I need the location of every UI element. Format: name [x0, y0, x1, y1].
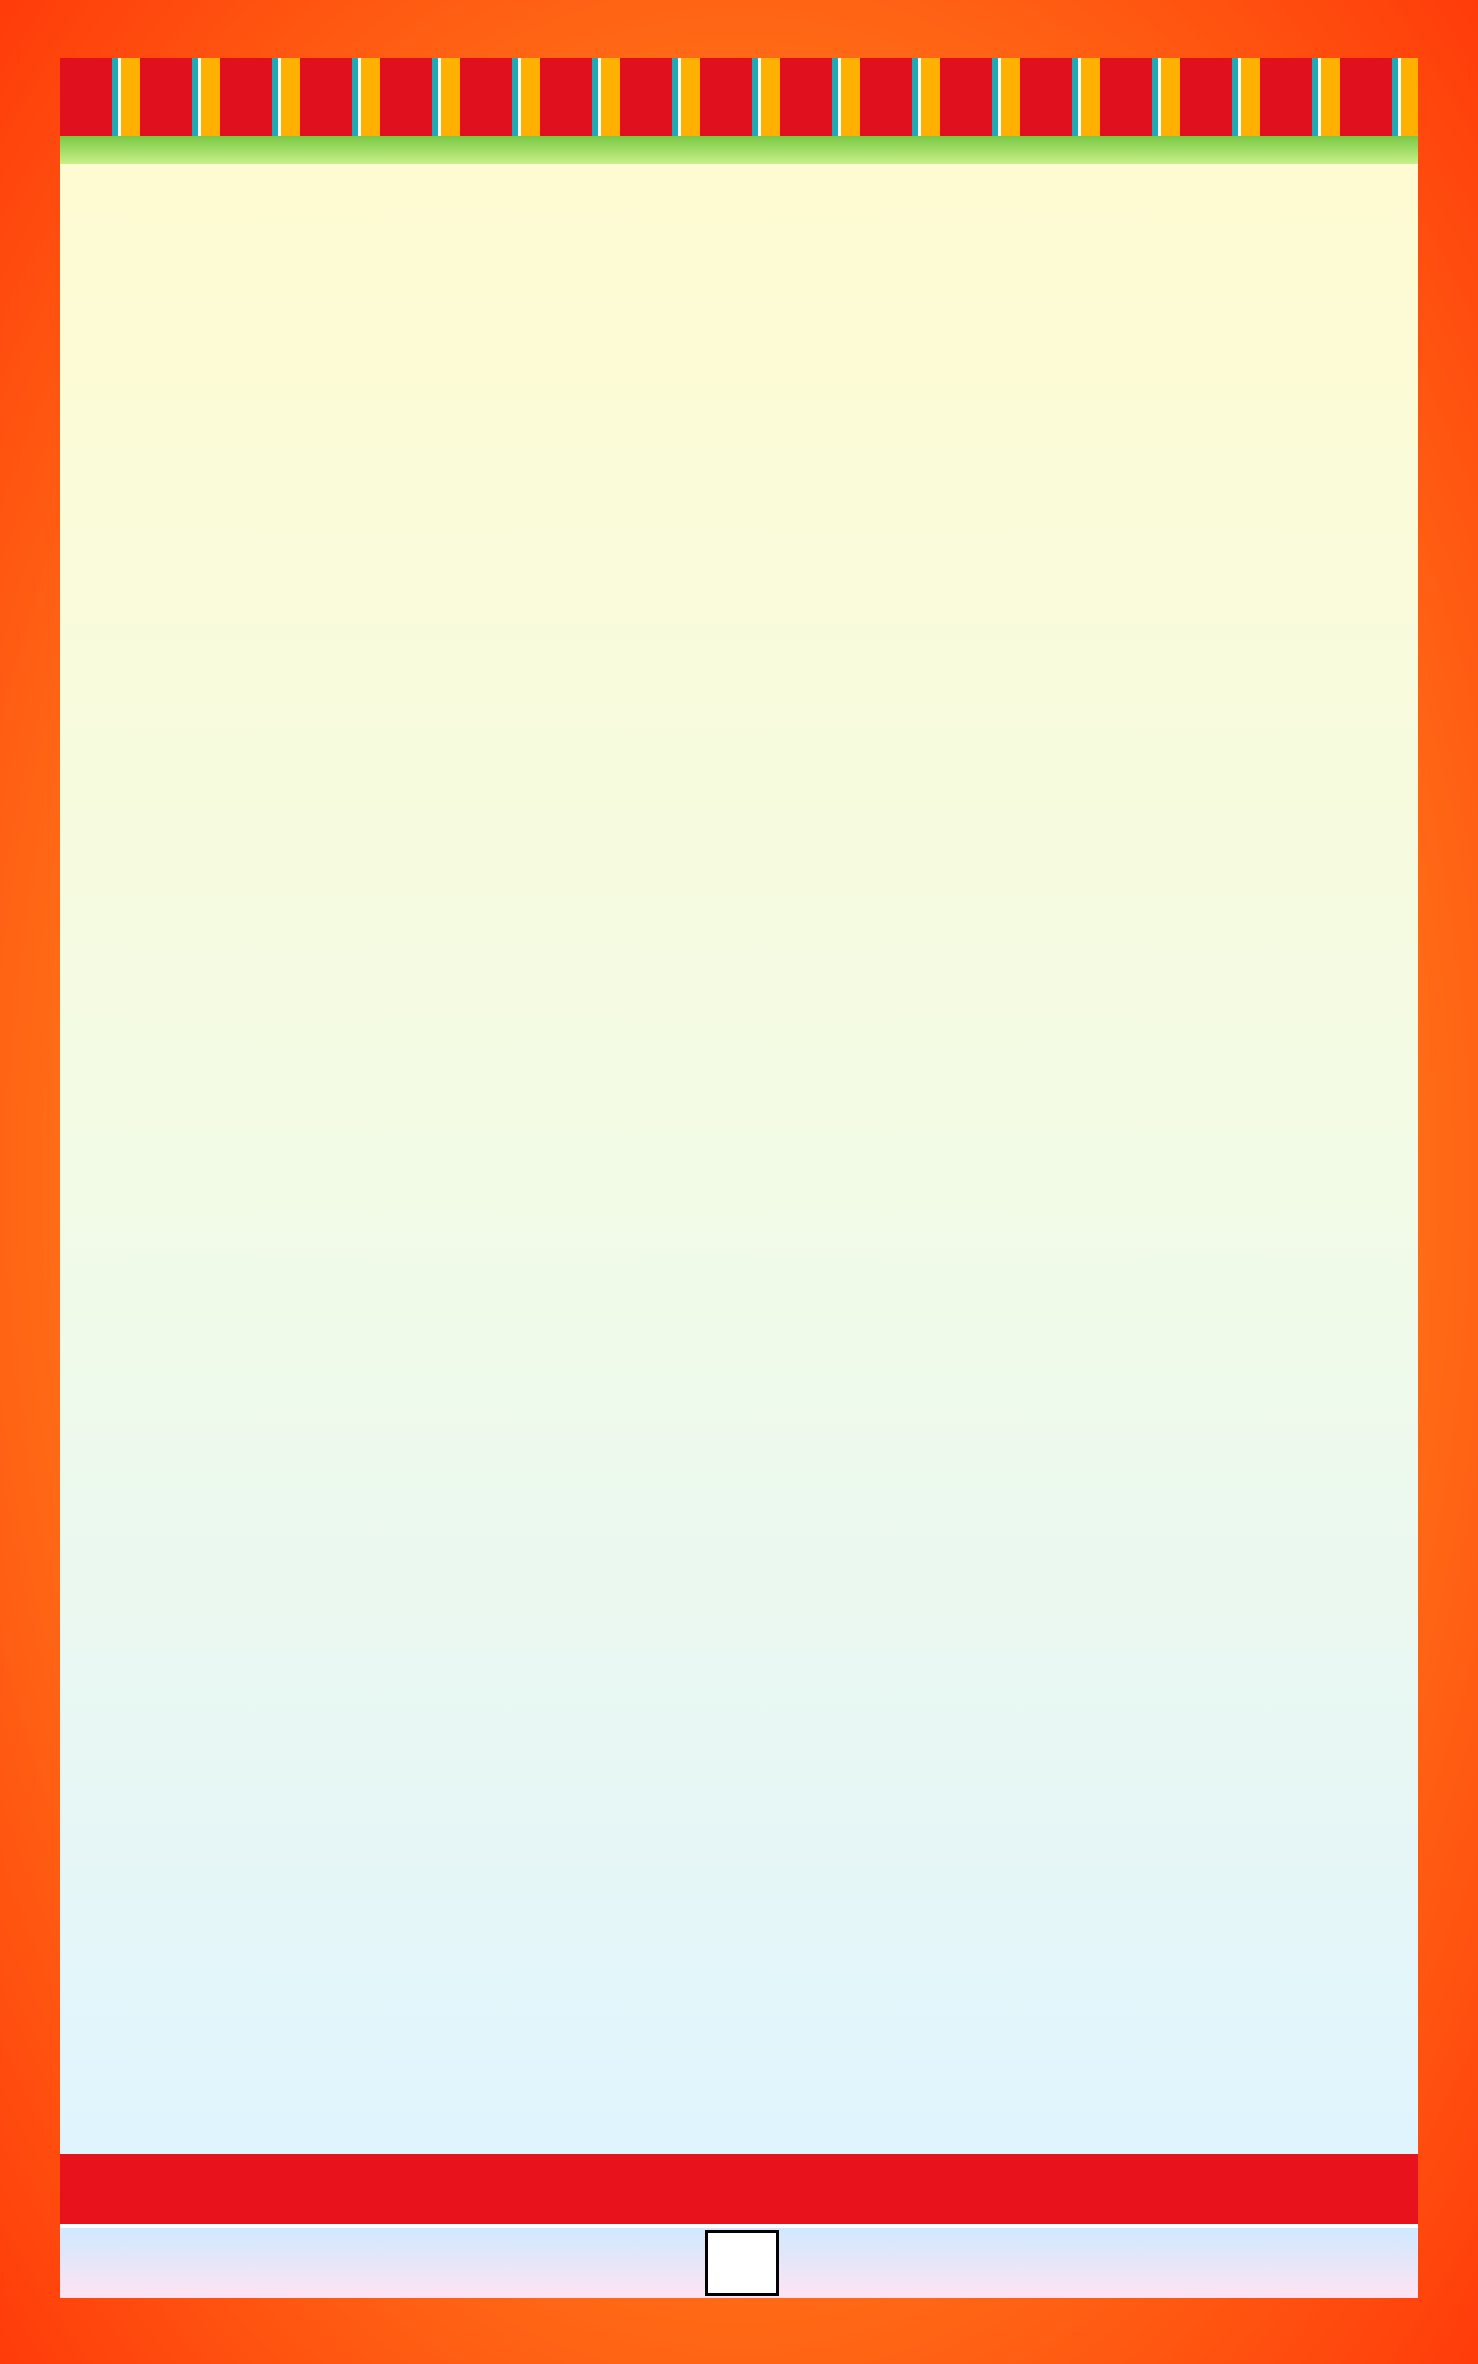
decorative-top-border: [60, 58, 1418, 136]
entry-2: [90, 504, 1390, 570]
entry-1: [90, 176, 1390, 242]
entry-3: [90, 832, 1390, 898]
entry-6: [90, 1816, 1390, 1882]
page-frame: [60, 58, 1418, 2298]
page-content: [60, 164, 1418, 2207]
entry-4: [90, 1160, 1390, 1226]
entry-5: [90, 1488, 1390, 1554]
footer-greeting: [60, 2154, 1418, 2224]
page-number: [705, 2230, 779, 2296]
decorative-green-strip: [60, 136, 1418, 164]
